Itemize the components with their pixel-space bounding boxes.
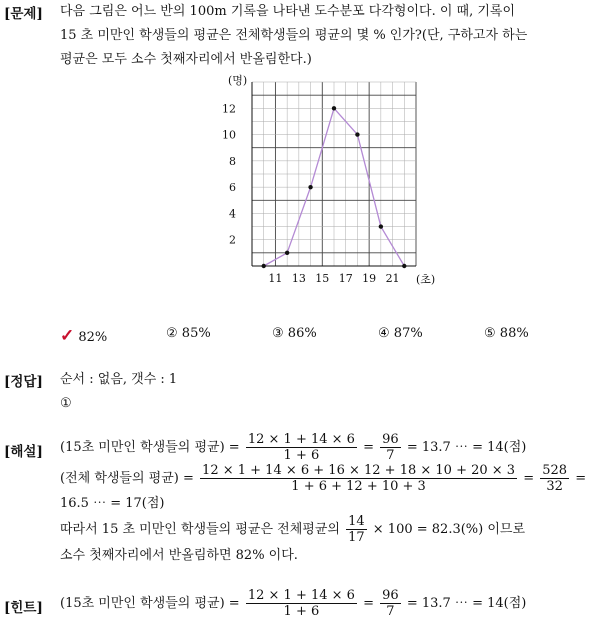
explanation-line-5: 소수 첫째자리에서 반올림하면 82% 이다. bbox=[60, 548, 298, 563]
choice-3[interactable] bbox=[272, 326, 317, 341]
answer-line-1: 순서 : 없음, 갯수 : 1 bbox=[60, 372, 178, 387]
y-tick-labels bbox=[222, 102, 236, 246]
choice-4-text: 87% bbox=[393, 326, 423, 341]
x-tick-label: 15 bbox=[315, 272, 330, 285]
choice-5-text: 88% bbox=[499, 326, 529, 341]
choice-3-text: 86% bbox=[287, 326, 317, 341]
y-tick-label: 4 bbox=[229, 207, 236, 221]
data-point bbox=[308, 185, 312, 189]
choice-2[interactable] bbox=[166, 326, 211, 341]
choice-3-mark: ③ bbox=[272, 326, 284, 341]
fraction: $\frac{12 \times 1 + 14 \times 6}{1 + 6}$ bbox=[247, 432, 355, 463]
question-label: [문제] bbox=[4, 6, 43, 22]
question-text bbox=[60, 0, 586, 72]
y-axis-unit: (명) bbox=[228, 74, 248, 87]
choice-2-mark: ② bbox=[166, 326, 178, 341]
data-point bbox=[402, 264, 406, 268]
answer-choices bbox=[60, 326, 580, 346]
fraction: $\frac{12 \times 1 + 14 \times 6 + 16 \times 12 + 18 \times 10 + 20 \times 3}{1 + 6 + 12 + 10 + 3}$ bbox=[202, 463, 516, 494]
x-tick-label: 21 bbox=[385, 272, 400, 285]
answer-text bbox=[60, 368, 586, 416]
explanation-text bbox=[60, 432, 586, 567]
y-tick-label: 8 bbox=[229, 154, 236, 168]
frequency-polygon-chart bbox=[210, 72, 450, 292]
y-tick-label: 6 bbox=[229, 181, 236, 195]
choice-5-mark: ⑤ bbox=[484, 326, 496, 341]
x-tick-label: 17 bbox=[338, 272, 353, 285]
choice-4-mark: ④ bbox=[378, 326, 390, 341]
fraction: $\frac{12 \times 1 + 14 \times 6}{1 + 6}$ bbox=[247, 588, 355, 619]
question-line-2: 15 초 미만인 학생들의 평균은 전체학생들의 평균의 몇 % 인가?(단, 구하고자 하는 bbox=[60, 28, 528, 43]
answer-label: [정답] bbox=[4, 374, 43, 390]
x-tick-label: 11 bbox=[268, 272, 283, 285]
fraction: $\frac{14}{17}$ bbox=[348, 514, 365, 545]
choice-1-text: 82% bbox=[78, 330, 108, 345]
hint-text: (15초 미만인 학생들의 평균) = $\frac{12 \times 1 + 14 \times 6}{1 + 6}$ = $\frac{96}{7}$ = 13.7 ⋯ = 14(점) bbox=[60, 588, 527, 619]
explanation-line-1: (15초 미만인 학생들의 평균) = $\frac{12 \times 1 + 14 \times 6}{1 + 6}$ = $\frac{96}{7}$ = 13.7 ⋯ = 14(점) bbox=[60, 432, 527, 463]
answer-line-2: ① bbox=[60, 396, 72, 411]
data-point bbox=[285, 251, 289, 255]
data-point bbox=[355, 132, 359, 136]
choice-1[interactable] bbox=[60, 326, 107, 346]
explanation-line-2: (전체 학생들의 평균) = $\frac{12 \times 1 + 14 \times 6 + 16 \times 12 + 18 \times 10 + 20 \times 3}{1 + 6 + 12 + 10 + 3}$ = $\frac{528}{32}$ = bbox=[60, 463, 587, 494]
y-tick-label: 12 bbox=[222, 102, 236, 116]
y-tick-label: 2 bbox=[229, 233, 236, 247]
hint-label: [힌트] bbox=[4, 600, 43, 616]
explanation-label: [해설] bbox=[4, 444, 43, 460]
fraction: $\frac{528}{32}$ bbox=[542, 463, 568, 494]
fraction: $\frac{96}{7}$ bbox=[382, 588, 399, 619]
explanation-line-3: 16.5 ⋯ = 17(점) bbox=[60, 496, 165, 511]
data-point bbox=[379, 224, 383, 228]
x-tick-label: 13 bbox=[291, 272, 306, 285]
choice-2-text: 85% bbox=[181, 326, 211, 341]
choice-4[interactable] bbox=[378, 326, 423, 341]
explanation-line-4: 따라서 15 초 미만인 학생들의 평균은 전체평균의 $\frac{14}{17}$ × 100 = 82.3(%) 이므로 bbox=[60, 514, 526, 545]
y-tick-label: 10 bbox=[222, 128, 236, 142]
data-point bbox=[332, 106, 336, 110]
question-line-3: 평균은 모두 소수 첫째자리에서 반올림한다.) bbox=[60, 52, 312, 67]
check-mark-icon: ✓ bbox=[60, 326, 75, 346]
question-line-1: 다음 그림은 어느 반의 100m 기록을 나타낸 도수분포 다각형이다. 이 때, 기록이 bbox=[60, 4, 516, 19]
x-tick-label: 19 bbox=[362, 272, 377, 285]
choice-5[interactable] bbox=[484, 326, 529, 341]
data-point bbox=[262, 264, 266, 268]
x-axis-unit: (초) bbox=[416, 273, 436, 286]
x-tick-labels bbox=[268, 272, 399, 285]
fraction: $\frac{96}{7}$ bbox=[382, 432, 399, 463]
